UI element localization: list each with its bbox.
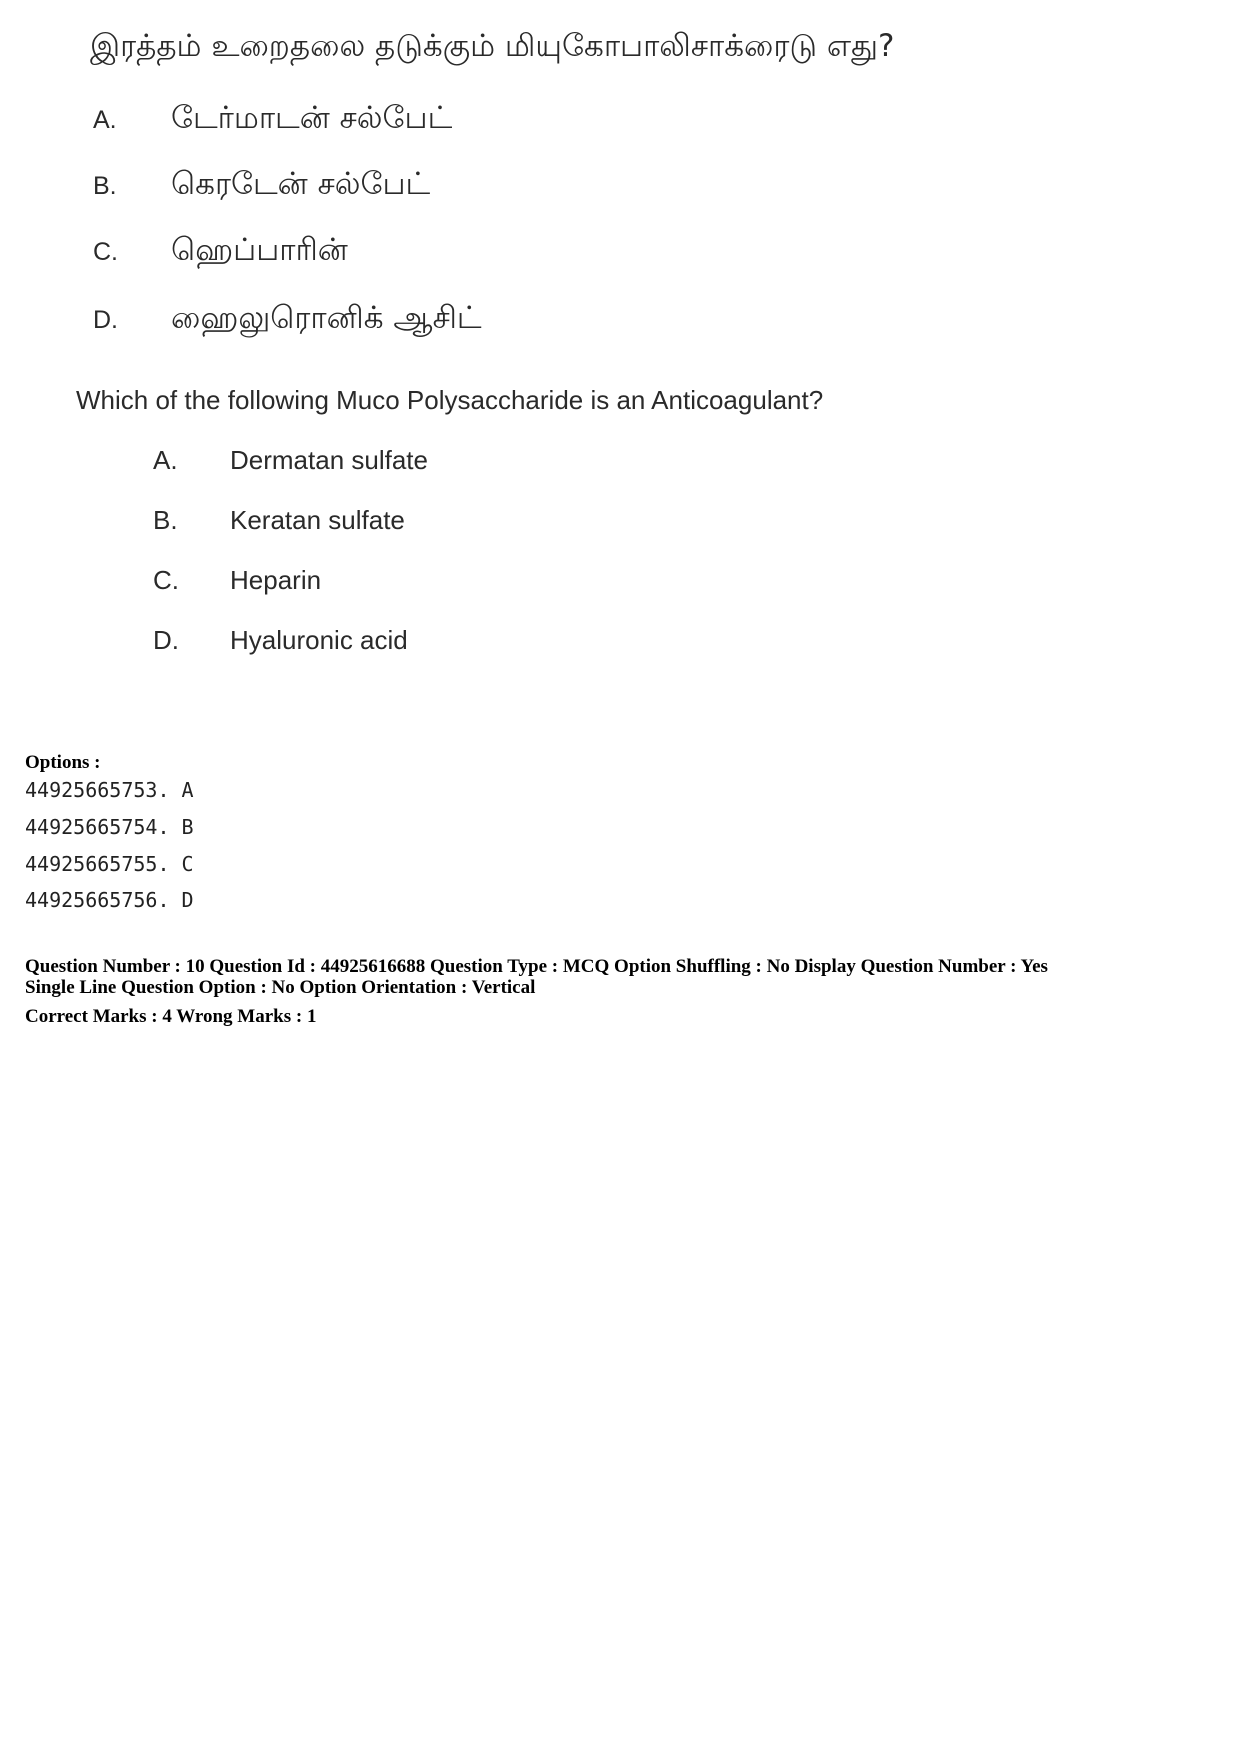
option-id-a: 44925665753. A [25, 778, 194, 802]
option-text: ஹெப்பாரின் [171, 232, 348, 268]
option-letter: A. [153, 445, 178, 475]
option-id-b: 44925665754. B [25, 815, 194, 839]
options-heading: Options : [25, 752, 101, 773]
option-letter: A. [93, 106, 117, 134]
option-text: கெரடேன் சல்பேட் [171, 166, 431, 202]
option-text: Hyaluronic acid [230, 625, 408, 655]
option-text: Heparin [230, 565, 322, 595]
option-text: Keratan sulfate [230, 505, 405, 535]
question-meta-line-2: Single Line Question Option : No Option Orientation : Vertical [25, 977, 536, 998]
option-text: டேர்மாடன் சல்பேட் [171, 100, 453, 136]
option-letter: C. [93, 238, 118, 266]
option-id-c: 44925665755. C [25, 852, 194, 876]
question-meta-line-1: Question Number : 10 Question Id : 44925616688 Question Type : MCQ Option Shuffling : No Display Question Number : Yes [25, 956, 1048, 977]
option-letter: B. [153, 505, 178, 535]
option-letter: D. [153, 625, 179, 655]
option-id-d: 44925665756. D [25, 888, 194, 912]
marks-line: Correct Marks : 4 Wrong Marks : 1 [25, 1006, 317, 1027]
question-text-tamil: இரத்தம் உறைதலை தடுக்கும் மியுகோபாலிசாக்ரைடு எது? [90, 28, 895, 64]
option-letter: B. [93, 172, 117, 200]
option-text: ஹைலுரொனிக் ஆசிட் [171, 300, 482, 336]
option-letter: D. [93, 306, 118, 334]
question-text-english: Which of the following Muco Polysaccharide is an Anticoagulant? [76, 385, 824, 415]
question-scan-image [0, 0, 1240, 700]
option-letter: C. [153, 565, 179, 595]
option-text: Dermatan sulfate [230, 445, 428, 475]
